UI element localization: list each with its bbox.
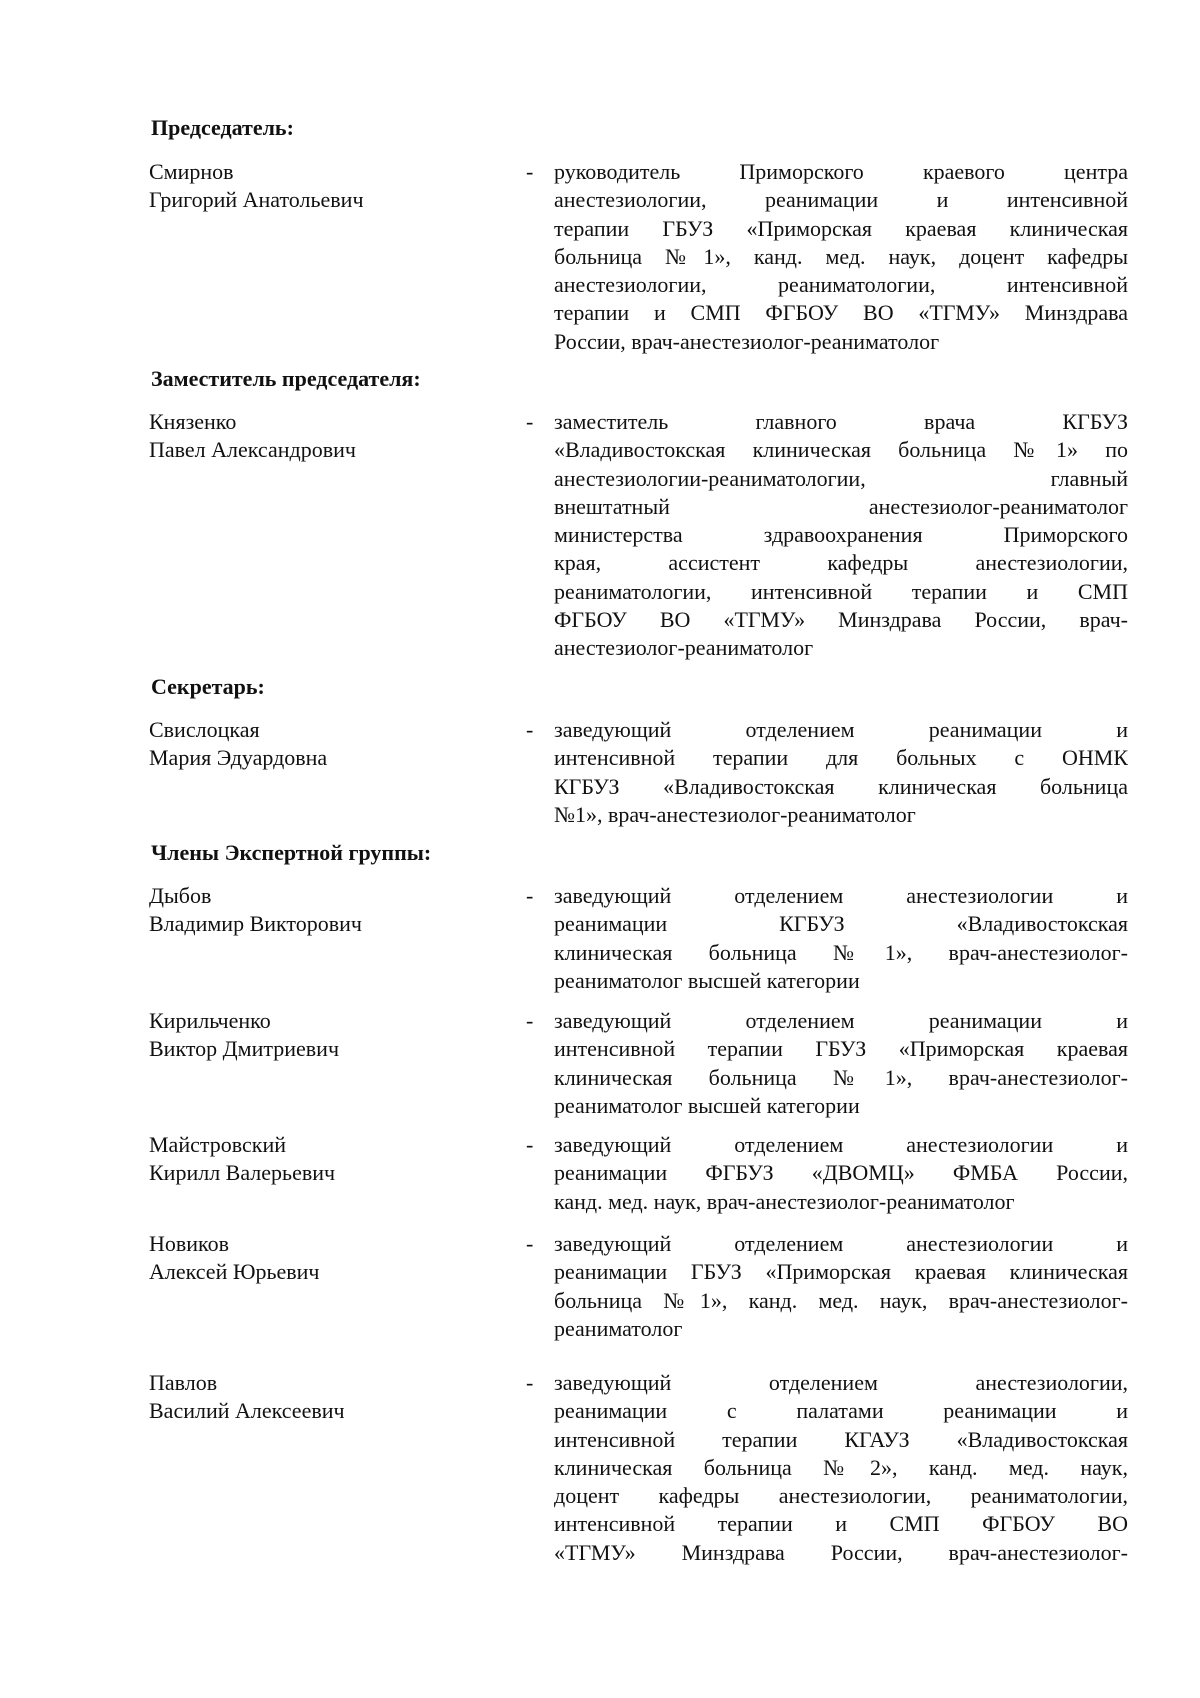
person-given-names: Кирилл Валерьевич [149,1160,336,1185]
dash: - [526,1008,534,1033]
person-description [554,1007,1128,1120]
person-description [554,408,1128,663]
description-line: интенсивной терапии ГБУЗ «Приморская краевая [554,1036,1128,1062]
description-line: анестезиологии, реаниматологии, интенсивной [554,272,1128,298]
dash: - [526,1132,534,1157]
dash: - [526,1231,534,1256]
description-line: терапии и СМП ФГБОУ ВО «ТГМУ» Минздрава [554,300,1128,326]
person-name [149,1230,319,1286]
person-given-names: Мария Эдуардовна [149,745,328,770]
description-line: клиническая больница №2», канд. мед. наук, [554,1454,1128,1480]
person-surname: Кирильченко [149,1008,271,1033]
description-line: анестезиологии-реаниматологии, главный [554,465,1128,491]
description-line: России, врач-анестезиолог-реаниматолог [554,328,940,354]
person-surname: Майстровский [149,1132,287,1157]
person-name [149,716,327,772]
person-surname: Дыбов [149,883,212,908]
description-line: внештатный анестезиолог-реаниматолог [554,493,1128,519]
heading-secretary: Секретарь: [151,674,265,699]
person-surname: Новиков [149,1231,230,1256]
person-name [149,1131,335,1187]
person-given-names: Виктор Дмитриевич [149,1036,340,1061]
heading-deputy: Заместитель председателя: [151,366,421,391]
person-name [149,408,356,464]
description-line: ФГБОУ ВО «ТГМУ» Минздрава России, врач- [554,607,1128,633]
person-description [554,882,1128,995]
description-line: «Владивостокская клиническая больница №1» по [554,437,1128,463]
description-line: интенсивной терапии КГАУЗ «Владивостокская [554,1426,1128,1452]
person-description [554,1369,1128,1567]
dash: - [526,717,534,742]
description-line: «ТГМУ» Минздрава России, врач-анестезиолог- [554,1539,1128,1565]
person-given-names: Павел Александрович [149,437,356,462]
person-description [554,1230,1128,1343]
person-given-names: Владимир Викторович [149,911,362,936]
description-line: заведующий отделением реанимации и [554,717,1128,742]
description-line: доцент кафедры анестезиологии, реаниматологии, [554,1483,1128,1509]
description-line: больница №1», канд. мед. наук, доцент кафедры [554,243,1128,269]
description-line: анестезиолог-реаниматолог [554,635,814,661]
person-surname: Смирнов [149,159,234,184]
description-line: клиническая больница №1», врач-анестезиолог- [554,939,1128,965]
description-line: реаниматолог высшей категории [554,1092,860,1118]
description-line: реанимации с палатами реанимации и [554,1398,1128,1424]
description-line: реаниматологии, интенсивной терапии и СМП [554,578,1128,604]
description-line: №1», врач-анестезиолог-реаниматолог [554,801,916,827]
description-line: реаниматолог [554,1315,683,1341]
description-line: анестезиологии, реанимации и интенсивной [554,187,1128,213]
description-line: заведующий отделением анестезиологии и [554,883,1128,908]
description-line: интенсивной терапии для больных с ОНМК [554,745,1128,771]
person-surname: Свислоцкая [149,717,260,742]
description-line: заведующий отделением реанимации и [554,1008,1128,1033]
person-surname: Павлов [149,1370,218,1395]
heading-chair: Председатель: [151,115,294,140]
person-description [554,716,1128,829]
description-line: КГБУЗ «Владивостокская клиническая больница [554,773,1128,799]
person-name [149,882,362,938]
description-line: заведующий отделением анестезиологии и [554,1132,1128,1157]
person-surname: Князенко [149,409,237,434]
dash: - [526,409,534,434]
person-description [554,1131,1128,1216]
person-given-names: Василий Алексеевич [149,1398,345,1423]
description-line: терапии ГБУЗ «Приморская краевая клиническая [554,215,1128,241]
description-line: интенсивной терапии и СМП ФГБОУ ВО [554,1511,1128,1537]
description-line: реанимации ФГБУЗ «ДВОМЦ» ФМБА России, [554,1160,1128,1186]
description-line: заведующий отделением анестезиологии, [554,1370,1128,1395]
description-line: заведующий отделением анестезиологии и [554,1231,1128,1256]
description-line: руководитель Приморского краевого центра [554,159,1128,184]
description-line: реаниматолог высшей категории [554,967,860,993]
dash: - [526,1370,534,1395]
person-given-names: Григорий Анатольевич [149,187,364,212]
description-line: реанимации ГБУЗ «Приморская краевая клиническая [554,1259,1128,1285]
description-line: реанимации КГБУЗ «Владивостокская [554,911,1128,937]
person-given-names: Алексей Юрьевич [149,1259,320,1284]
person-description [554,158,1128,356]
person-name [149,158,364,214]
description-line: заместитель главного врача КГБУЗ [554,409,1128,434]
person-name [149,1369,345,1425]
description-line: больница №1», канд. мед. наук, врач-анестезиолог- [554,1287,1128,1313]
description-line: канд. мед. наук, врач-анестезиолог-реаниматолог [554,1188,1015,1214]
heading-members: Члены Экспертной группы: [151,840,432,865]
description-line: клиническая больница №1», врач-анестезиолог- [554,1064,1128,1090]
description-line: министерства здравоохранения Приморского [554,522,1128,548]
description-line: края, ассистент кафедры анестезиологии, [554,550,1128,576]
dash: - [526,883,534,908]
dash: - [526,159,534,184]
person-name [149,1007,339,1063]
